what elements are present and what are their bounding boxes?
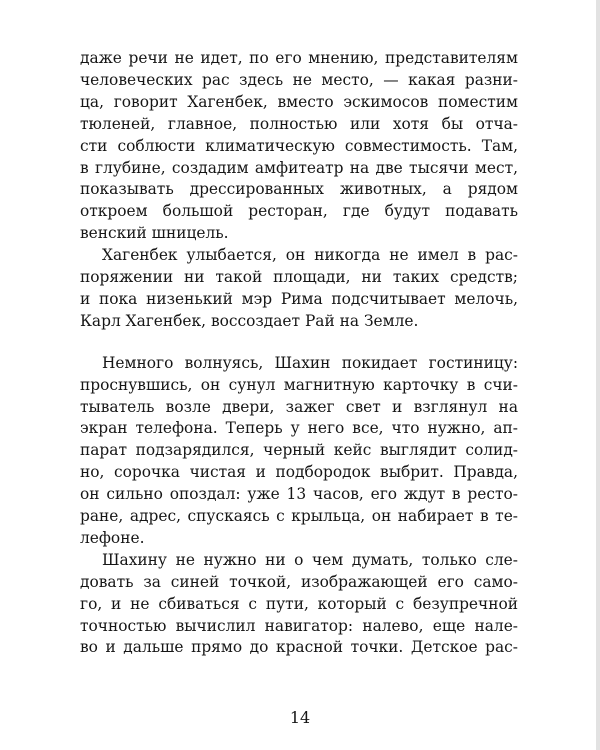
text-line: Немного волнуясь, Шахин покидает гостиницу: (102, 353, 518, 372)
text-line: даже речи не идет, по его мнению, представителям (80, 49, 518, 67)
text-line: ране, адрес, спускаясь с крыльца, он набирает в те- (80, 507, 518, 525)
text-line: тюленей, главное, полностью или хотя бы отча- (80, 114, 518, 133)
text-line: парат подзарядился, черный кейс выглядит солид- (80, 441, 518, 460)
text-line: показывать дрессированных животных, а рядом (80, 180, 518, 199)
page-number: 14 (289, 708, 311, 727)
text-line: го, и не сбиваться с пути, который с безупречной (80, 594, 518, 613)
text-line: во и дальше прямо до красной точки. Детское рас- (80, 638, 518, 657)
text-line: ца, говорит Хагенбек, вместо эскимосов поместим (80, 92, 518, 111)
text-line: проснувшись, он сунул магнитную карточку в счи- (80, 375, 518, 394)
text-line: откроем большой ресторан, где будут подавать (80, 202, 518, 221)
text-line: лефоне. (80, 528, 145, 547)
text-line: сти соблюсти климатическую совместимость. Там, (80, 136, 518, 155)
text-line: венский шницель. (80, 224, 229, 243)
text-line: в глубине, создадим амфитеатр на две тысячи мест, (80, 158, 518, 177)
text-line: тыватель возле двери, зажег свет и взглянул на (80, 397, 518, 416)
text-line: довать за синей точкой, изображающей его само- (80, 572, 518, 591)
text-line: и пока низенький мэр Рима подсчитывает мелочь, (80, 289, 518, 308)
text-line: Карл Хагенбек, воссоздает Рай на Земле. (80, 311, 419, 330)
text-line: точностью вычислил навигатор: налево, еще нале- (80, 616, 518, 635)
text-line: Шахину не нужно ни о чем думать, только сле- (102, 550, 518, 569)
text-line: он сильно опоздал: уже 13 часов, его ждут в ресто- (80, 485, 518, 504)
text-line: поряжении ни такой площади, ни таких средств; (80, 268, 518, 286)
text-line: экран телефона. Теперь у него все, что нужно, ап- (80, 419, 518, 438)
text-line: Хагенбек улыбается, он никогда не имел в рас- (102, 246, 518, 265)
page-edge (596, 0, 600, 750)
text-line: но, сорочка чистая и подбородок выбрит. Правда, (80, 463, 518, 482)
text-line: человеческих рас здесь не место, — какая разни- (80, 70, 518, 89)
